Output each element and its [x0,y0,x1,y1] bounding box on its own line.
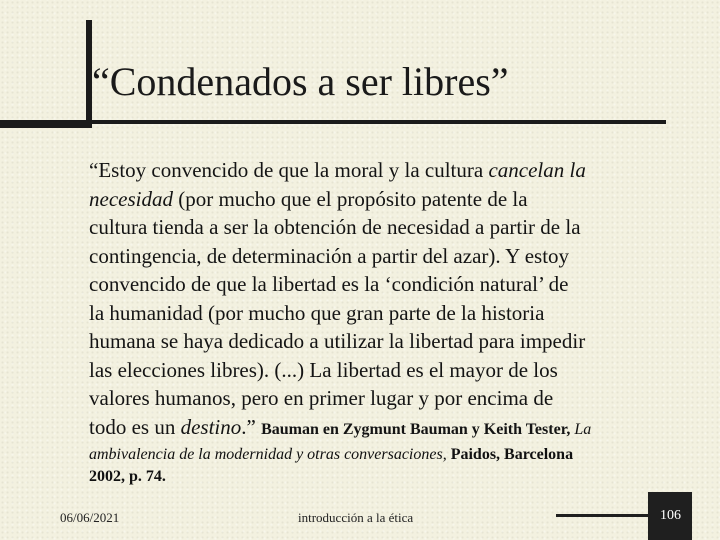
quote-line: “Estoy convencido de que la moral y la cultura cancelan la [89,158,586,182]
slide-title: “Condenados a ser libres” [92,59,509,104]
quote-line: las elecciones libres). (...) La libertad es el mayor de los [89,357,558,382]
quote-line: necesidad (por mucho que el propósito patente de la [89,186,528,211]
quote-line: la humanidad (por mucho que gran parte de la historia [89,300,545,325]
footer-title: introducción a la ética [298,510,414,525]
page-number: 106 [660,508,681,523]
citation [89,444,679,488]
footer-date: 06/06/2021 [60,510,120,525]
title-underline-rule [92,120,666,124]
citation-line: ambivalencia de la modernidad y otras conversaciones, Paidos, Barcelona [89,446,574,463]
quote-line: valores humanos, pero en primer lugar y por encima de [89,386,554,410]
quote-body [89,156,679,444]
quote-line: humana se haya dedicado a utilizar la libertad para impedir [89,329,586,353]
quote-line: cultura tienda a ser la obtención de necesidad a partir de la [89,215,581,239]
quote-line: convencido de que la libertad es la ‘condición natural’ de [89,272,569,296]
quote-last-line: todo es un destino.” Bauman en Zygmunt Bauman y Keith Tester, La [89,414,592,439]
page-number-box [648,492,692,540]
footer-rule [556,514,648,517]
quote-line: contingencia, de determinación a partir del azar). Y estoy [89,243,570,268]
citation-line: 2002, p. 74. [89,468,166,485]
title-left-rule [0,120,92,128]
